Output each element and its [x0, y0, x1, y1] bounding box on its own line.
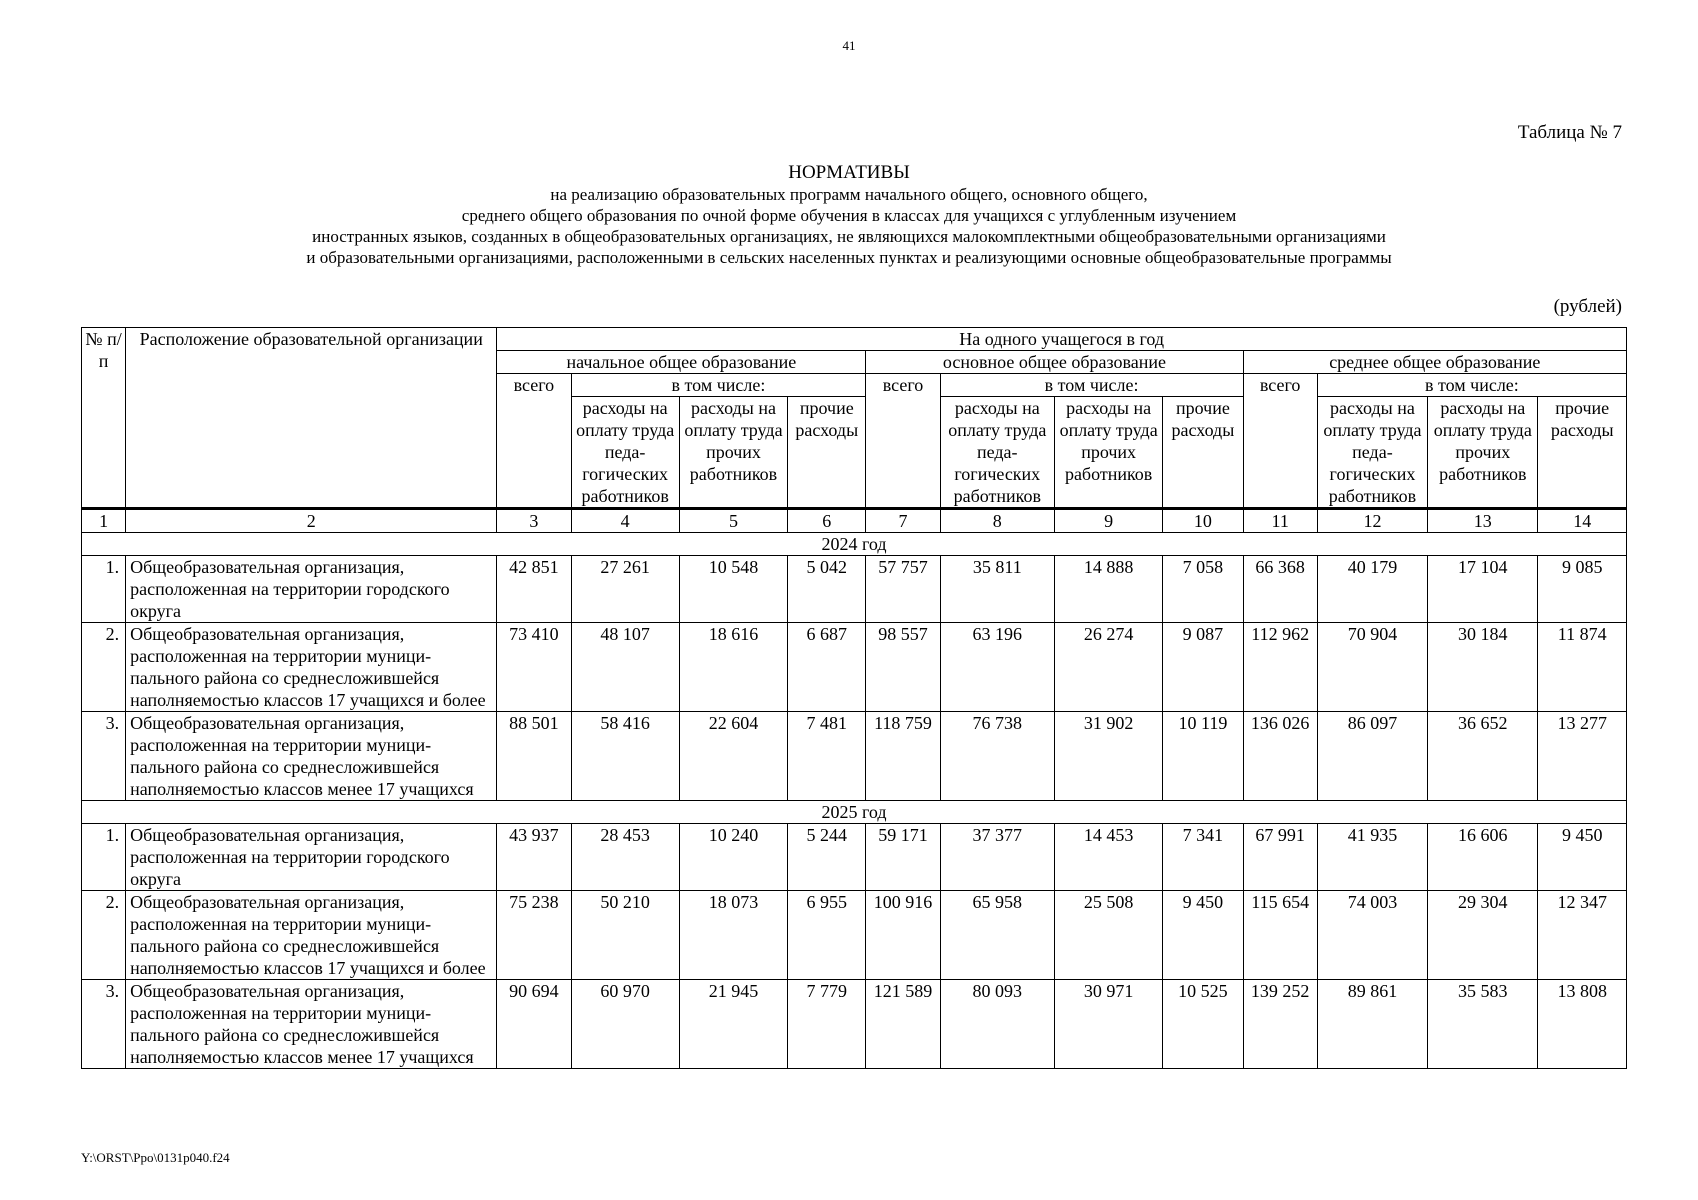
column-number: 14 [1538, 509, 1627, 533]
row-value: 17 104 [1428, 556, 1538, 623]
year-label: 2025 год [82, 801, 1627, 824]
row-value: 7 481 [788, 712, 866, 801]
row-value: 5 042 [788, 556, 866, 623]
header-level-secondary: среднее общее образование [1243, 351, 1626, 374]
row-value: 25 508 [1054, 891, 1162, 980]
column-number: 13 [1428, 509, 1538, 533]
column-number: 6 [788, 509, 866, 533]
row-value: 43 937 [497, 824, 571, 891]
header-including: в том числе: [1317, 374, 1626, 397]
header-total: всего [1243, 374, 1317, 509]
units-label: (рублей) [1553, 296, 1622, 317]
row-value: 35 583 [1428, 980, 1538, 1069]
header-teachers: расходы на оплату труда педа-гогических работников [571, 397, 679, 509]
row-value: 27 261 [571, 556, 679, 623]
row-value: 14 888 [1054, 556, 1162, 623]
row-value: 115 654 [1243, 891, 1317, 980]
row-value: 74 003 [1317, 891, 1427, 980]
row-value: 63 196 [940, 623, 1054, 712]
row-value: 9 450 [1538, 824, 1627, 891]
column-number: 11 [1243, 509, 1317, 533]
header-per-student: На одного учащегося в год [497, 328, 1627, 351]
row-value: 30 184 [1428, 623, 1538, 712]
row-location: Общеобразовательная организация, расположенная на территории муници-пального района со среднесложившейся наполняемостью классов менее 17 учащихся [126, 712, 497, 801]
title-line: среднего общего образования по очной форме обучения в классах для учащихся с углубленным изучением [461, 206, 1237, 225]
row-value: 36 652 [1428, 712, 1538, 801]
row-number: 1. [82, 556, 126, 623]
row-value: 59 171 [866, 824, 940, 891]
header-level-basic: основное общее образование [866, 351, 1243, 374]
column-number: 8 [940, 509, 1054, 533]
row-value: 10 548 [679, 556, 787, 623]
row-value: 9 450 [1163, 891, 1243, 980]
row-value: 18 616 [679, 623, 787, 712]
row-value: 90 694 [497, 980, 571, 1069]
row-value: 6 687 [788, 623, 866, 712]
row-number: 2. [82, 891, 126, 980]
title-line: на реализацию образовательных программ начального общего, основного общего, [550, 185, 1148, 204]
year-row [82, 801, 1627, 824]
row-value: 9 085 [1538, 556, 1627, 623]
table-row [82, 824, 1627, 891]
row-value: 11 874 [1538, 623, 1627, 712]
row-value: 28 453 [571, 824, 679, 891]
row-value: 30 971 [1054, 980, 1162, 1069]
row-value: 13 808 [1538, 980, 1627, 1069]
row-value: 118 759 [866, 712, 940, 801]
row-value: 42 851 [497, 556, 571, 623]
row-value: 7 058 [1163, 556, 1243, 623]
row-value: 80 093 [940, 980, 1054, 1069]
table-row [82, 980, 1627, 1069]
row-value: 12 347 [1538, 891, 1627, 980]
row-value: 7 779 [788, 980, 866, 1069]
header-location: Расположение образовательной организации [126, 328, 497, 509]
header-including: в том числе: [571, 374, 866, 397]
row-number: 1. [82, 824, 126, 891]
row-value: 121 589 [866, 980, 940, 1069]
row-value: 58 416 [571, 712, 679, 801]
row-location: Общеобразовательная организация, расположенная на территории муници-пального района со среднесложившейся наполняемостью классов 17 учащихся и более [126, 623, 497, 712]
table-row [82, 891, 1627, 980]
row-number: 2. [82, 623, 126, 712]
row-value: 57 757 [866, 556, 940, 623]
row-value: 6 955 [788, 891, 866, 980]
normatives-table [81, 327, 1627, 1069]
row-value: 60 970 [571, 980, 679, 1069]
column-number: 10 [1163, 509, 1243, 533]
column-number: 7 [866, 509, 940, 533]
row-value: 22 604 [679, 712, 787, 801]
header-total: всего [866, 374, 940, 509]
header-other-staff: расходы на оплату труда прочих работников [1428, 397, 1538, 509]
row-value: 136 026 [1243, 712, 1317, 801]
file-path-footer: Y:\ORST\Ppo\0131p040.f24 [81, 1150, 230, 1165]
row-value: 89 861 [1317, 980, 1427, 1069]
column-number: 2 [126, 509, 497, 533]
header-other: прочие расходы [788, 397, 866, 509]
row-value: 21 945 [679, 980, 787, 1069]
normatives-table-wrapper [81, 327, 1627, 1069]
row-value: 35 811 [940, 556, 1054, 623]
header-other: прочие расходы [1163, 397, 1243, 509]
row-value: 65 958 [940, 891, 1054, 980]
title-line: и образовательными организациями, расположенными в сельских населенных пунктах и реализующими основные общеобразовательные программы [306, 248, 1392, 267]
column-number: 1 [82, 509, 126, 533]
header-other-staff: расходы на оплату труда прочих работников [679, 397, 787, 509]
document-title [0, 162, 1698, 268]
table-row [82, 712, 1627, 801]
row-value: 10 525 [1163, 980, 1243, 1069]
row-number: 3. [82, 980, 126, 1069]
row-value: 41 935 [1317, 824, 1427, 891]
row-value: 67 991 [1243, 824, 1317, 891]
row-value: 100 916 [866, 891, 940, 980]
row-value: 18 073 [679, 891, 787, 980]
row-location: Общеобразовательная организация, расположенная на территории городского округа [126, 824, 497, 891]
column-number: 9 [1054, 509, 1162, 533]
row-value: 86 097 [1317, 712, 1427, 801]
row-value: 7 341 [1163, 824, 1243, 891]
header-including: в том числе: [940, 374, 1243, 397]
row-value: 10 119 [1163, 712, 1243, 801]
header-level-primary: начальное общее образование [497, 351, 866, 374]
row-value: 29 304 [1428, 891, 1538, 980]
header-teachers: расходы на оплату труда педа-гогических работников [940, 397, 1054, 509]
table-body [82, 509, 1627, 1069]
row-value: 75 238 [497, 891, 571, 980]
row-value: 73 410 [497, 623, 571, 712]
column-number: 12 [1317, 509, 1427, 533]
title-main: НОРМАТИВЫ [788, 162, 910, 183]
row-value: 66 368 [1243, 556, 1317, 623]
row-location: Общеобразовательная организация, расположенная на территории муници-пального района со среднесложившейся наполняемостью классов 17 учащихся и более [126, 891, 497, 980]
column-number: 5 [679, 509, 787, 533]
column-numbers-row [82, 509, 1627, 533]
title-line: иностранных языков, созданных в общеобразовательных организациях, не являющихся малокомплектными общеобразовательными организациями [312, 227, 1386, 246]
column-number: 3 [497, 509, 571, 533]
row-value: 10 240 [679, 824, 787, 891]
row-value: 31 902 [1054, 712, 1162, 801]
header-teachers: расходы на оплату труда педа-гогических работников [1317, 397, 1427, 509]
year-row [82, 533, 1627, 556]
row-value: 40 179 [1317, 556, 1427, 623]
header-total: всего [497, 374, 571, 509]
row-value: 9 087 [1163, 623, 1243, 712]
row-location: Общеобразовательная организация, расположенная на территории муници-пального района со среднесложившейся наполняемостью классов менее 17 учащихся [126, 980, 497, 1069]
row-value: 139 252 [1243, 980, 1317, 1069]
column-number: 4 [571, 509, 679, 533]
row-value: 76 738 [940, 712, 1054, 801]
row-value: 26 274 [1054, 623, 1162, 712]
row-value: 5 244 [788, 824, 866, 891]
row-value: 48 107 [571, 623, 679, 712]
row-value: 88 501 [497, 712, 571, 801]
table-row [82, 556, 1627, 623]
table-label: Таблица № 7 [1517, 122, 1622, 143]
row-value: 37 377 [940, 824, 1054, 891]
row-value: 98 557 [866, 623, 940, 712]
year-label: 2024 год [82, 533, 1627, 556]
row-value: 70 904 [1317, 623, 1427, 712]
header-other-staff: расходы на оплату труда прочих работников [1054, 397, 1162, 509]
page-number: 41 [842, 38, 856, 53]
row-value: 14 453 [1054, 824, 1162, 891]
row-value: 13 277 [1538, 712, 1627, 801]
row-value: 16 606 [1428, 824, 1538, 891]
row-value: 50 210 [571, 891, 679, 980]
row-number: 3. [82, 712, 126, 801]
header-other: прочие расходы [1538, 397, 1627, 509]
table-row [82, 623, 1627, 712]
row-value: 112 962 [1243, 623, 1317, 712]
row-location: Общеобразовательная организация, расположенная на территории городского округа [126, 556, 497, 623]
header-no: № п/п [82, 328, 126, 509]
